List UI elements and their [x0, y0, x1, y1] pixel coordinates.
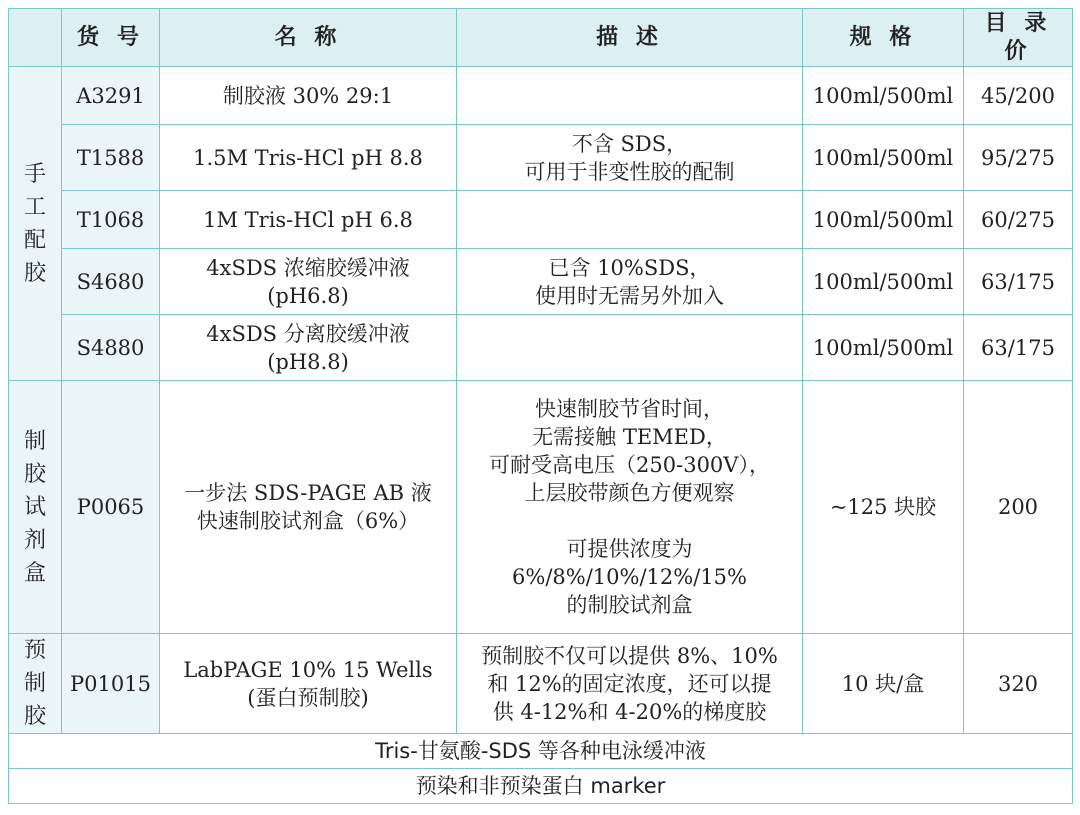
product-code: T1068 — [62, 191, 160, 249]
footer-row — [9, 734, 1073, 769]
table-row — [9, 125, 1073, 191]
product-code: T1588 — [62, 125, 160, 191]
product-desc — [457, 315, 803, 381]
group-label-kit: 制 胶 试 剂 盒 — [9, 381, 62, 634]
header-desc: 描 述 — [457, 9, 803, 67]
footer-buffers: Tris-甘氨酸-SDS 等各种电泳缓冲液 — [9, 734, 1073, 769]
product-spec: ~125 块胶 — [803, 381, 964, 634]
product-price: 320 — [964, 634, 1073, 734]
header-group — [9, 9, 62, 67]
product-name: 一步法 SDS-PAGE AB 液 快速制胶试剂盒（6%） — [160, 381, 457, 634]
product-code: P01015 — [62, 634, 160, 734]
product-price: 63/175 — [964, 249, 1073, 315]
product-name: 制胶液 30% 29:1 — [160, 67, 457, 125]
product-desc — [457, 191, 803, 249]
header-row — [9, 9, 1073, 67]
product-name: 4xSDS 分离胶缓冲液 (pH8.8) — [160, 315, 457, 381]
product-price: 60/275 — [964, 191, 1073, 249]
product-code: P0065 — [62, 381, 160, 634]
product-spec: 100ml/500ml — [803, 315, 964, 381]
group-label-manual: 手 工 配 胶 — [9, 67, 62, 381]
header-code: 货 号 — [62, 9, 160, 67]
product-desc: 已含 10%SDS， 使用时无需另外加入 — [457, 249, 803, 315]
product-spec: 100ml/500ml — [803, 67, 964, 125]
product-spec: 10 块/盒 — [803, 634, 964, 734]
product-desc: 不含 SDS， 可用于非变性胶的配制 — [457, 125, 803, 191]
product-spec: 100ml/500ml — [803, 249, 964, 315]
table-row — [9, 634, 1073, 734]
product-code: S4680 — [62, 249, 160, 315]
product-name: 1.5M Tris-HCl pH 8.8 — [160, 125, 457, 191]
header-price: 目 录 价 — [964, 9, 1073, 67]
product-table — [8, 8, 1073, 804]
product-code: S4880 — [62, 315, 160, 381]
product-price: 45/200 — [964, 67, 1073, 125]
product-desc: 快速制胶节省时间， 无需接触 TEMED， 可耐受高电压（250-300V）， 上层胶带颜色方便观察 可提供浓度为 6%/8%/10%/12%/15% 的制胶试剂盒 — [457, 381, 803, 634]
header-name: 名 称 — [160, 9, 457, 67]
product-code: A3291 — [62, 67, 160, 125]
product-name: 4xSDS 浓缩胶缓冲液 (pH6.8) — [160, 249, 457, 315]
product-desc — [457, 67, 803, 125]
product-price: 63/175 — [964, 315, 1073, 381]
product-desc: 预制胶不仅可以提供 8%、10% 和 12%的固定浓度，还可以提 供 4-12%和 4-20%的梯度胶 — [457, 634, 803, 734]
product-name: 1M Tris-HCl pH 6.8 — [160, 191, 457, 249]
table-row — [9, 249, 1073, 315]
table-row — [9, 191, 1073, 249]
table-row — [9, 381, 1073, 634]
group-label-precast: 预 制 胶 — [9, 634, 62, 734]
footer-row — [9, 769, 1073, 804]
product-price: 95/275 — [964, 125, 1073, 191]
table-row — [9, 315, 1073, 381]
product-spec: 100ml/500ml — [803, 191, 964, 249]
header-spec: 规 格 — [803, 9, 964, 67]
product-price: 200 — [964, 381, 1073, 634]
table-row — [9, 67, 1073, 125]
footer-markers: 预染和非预染蛋白 marker — [9, 769, 1073, 804]
product-name: LabPAGE 10% 15 Wells (蛋白预制胶) — [160, 634, 457, 734]
product-spec: 100ml/500ml — [803, 125, 964, 191]
